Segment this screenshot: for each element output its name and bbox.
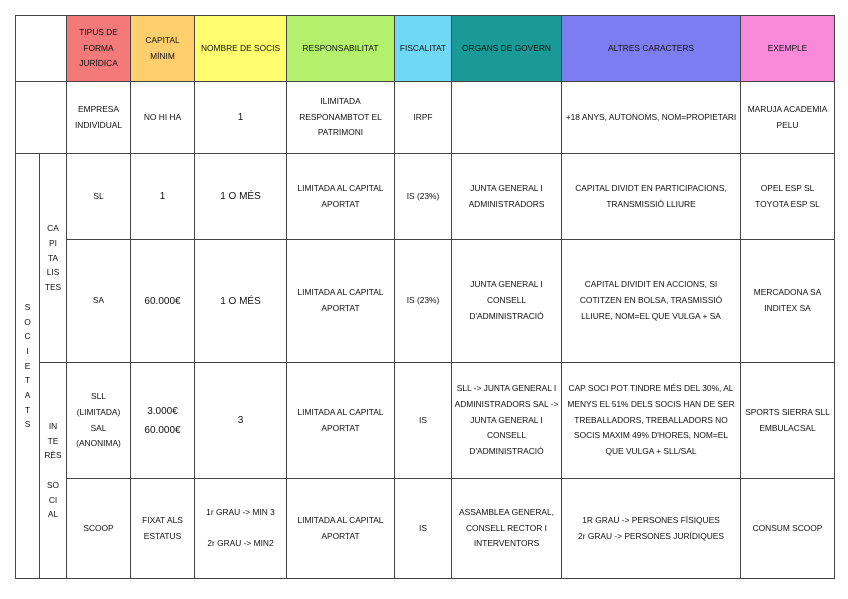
cell-socis: 1 O MÉS <box>195 154 287 240</box>
group-letter: S <box>24 301 31 312</box>
cell-responsabilitat: LIMITADA AL CAPITAL APORTAT <box>287 154 395 240</box>
group-syllable: LIS <box>46 267 60 278</box>
cell-responsabilitat: ILIMITADA RESPONAMBTOT EL PATRIMONI <box>287 82 395 154</box>
cell-responsabilitat: LIMITADA AL CAPITAL APORTAT <box>287 479 395 579</box>
cell-organs <box>452 82 562 154</box>
cell-altres: CAPITAL DIVIDT EN PARTICIPACIONS, TRANSMISSIÓ LLIURE <box>562 154 741 240</box>
group-letter: S <box>24 419 31 430</box>
cell-forma: SL <box>67 154 131 240</box>
group-syllable: IN <box>48 421 58 432</box>
cell-exemple: MERCADONA SA INDITEX SA <box>741 240 835 363</box>
group-syllable: CI <box>48 494 58 505</box>
cell-exemple: MARUJA ACADEMIA PELU <box>741 82 835 154</box>
cell-capital <box>131 363 195 479</box>
cell-exemple: SPORTS SIERRA SLL EMBULACSAL <box>741 363 835 479</box>
cell-altres: +18 ANYS, AUTONOMS, NOM=PROPIETARI <box>562 82 741 154</box>
group-syllable: TE <box>47 435 59 446</box>
group-syllable: TES <box>44 282 62 293</box>
cell-forma: SLL (LIMITADA) SAL (ANONIMA) <box>67 363 131 479</box>
group-societats <box>16 154 40 579</box>
cell-socis: 1 O MÉS <box>195 240 287 363</box>
group-letter: T <box>24 404 31 415</box>
group-syllable: CA <box>47 223 59 234</box>
cell-altres: CAPITAL DIVIDIT EN ACCIONS, SI COTITZEN EN BOLSA, TRASMISSIÓ LLIURE, NOM=EL QUE VULGA + SA <box>562 240 741 363</box>
cell-organs: JUNTA GENERAL I ADMINISTRADORS <box>452 154 562 240</box>
capital-sal: 60.000€ <box>144 424 181 436</box>
cell-organs: SLL -> JUNTA GENERAL I ADMINISTRADORS SAL -> JUNTA GENERAL I CONSELL D'ADMINISTRACIÓ <box>452 363 562 479</box>
cell-forma: SA <box>67 240 131 363</box>
cell-altres <box>562 479 741 579</box>
table-row <box>16 82 835 154</box>
table-row <box>16 154 835 240</box>
altres-primer-grau: 1R GRAU -> PERSONES FÍSIQUES <box>582 514 720 525</box>
table-row <box>16 479 835 579</box>
group-interes-social <box>40 363 67 579</box>
group-letter: T <box>24 375 31 386</box>
group-syllable: SO <box>46 479 60 490</box>
cell-altres: CAP SOCI POT TINDRE MÉS DEL 30%, AL MENYS EL 51% DELS SOCIS HAN DE SER TREBALLADORS, TREBALLADORS NO SOCIS MAXIM 49% D'HORES, NOM=EL QUE VULGA + SLL/SAL <box>562 363 741 479</box>
cell-fiscalitat: IS (23%) <box>395 240 452 363</box>
header-organs: ORGANS DE GOVERN <box>452 16 562 82</box>
cell-capital: 60.000€ <box>131 240 195 363</box>
cell-fiscalitat: IRPF <box>395 82 452 154</box>
cell-capital: NO HI HA <box>131 82 195 154</box>
cell-responsabilitat: LIMITADA AL CAPITAL APORTAT <box>287 240 395 363</box>
table-row <box>16 240 835 363</box>
cell-capital: 1 <box>131 154 195 240</box>
header-capital: CAPITAL MÍNIM <box>131 16 195 82</box>
cell-responsabilitat: LIMITADA AL CAPITAL APORTAT <box>287 363 395 479</box>
header-forma: TIPUS DE FORMA JURÍDICA <box>67 16 131 82</box>
group-letter: O <box>24 316 31 327</box>
socis-primer-grau: 1r GRAU -> MIN 3 <box>206 506 275 517</box>
cell-capital: FIXAT ALS ESTATUS <box>131 479 195 579</box>
cell-forma: EMPRESA INDIVIDUAL <box>67 82 131 154</box>
group-letter: E <box>24 360 31 371</box>
group-syllable: PI <box>49 237 57 248</box>
table-row <box>16 363 835 479</box>
altres-segon-grau: 2r GRAU -> PERSONES JURÍDIQUES <box>578 530 724 541</box>
header-fiscalitat: FISCALITAT <box>395 16 452 82</box>
group-capitalistes <box>40 154 67 363</box>
header-socis: NOMBRE DE SOCIS <box>195 16 287 82</box>
group-syllable: RÈS <box>44 450 62 461</box>
cell-fiscalitat: IS (23%) <box>395 154 452 240</box>
header-exemple: EXEMPLE <box>741 16 835 82</box>
group-letter: A <box>24 390 31 401</box>
cell-forma: SCOOP <box>67 479 131 579</box>
group-syllable: AL <box>47 509 59 520</box>
cell-socis <box>195 479 287 579</box>
cell-exemple: CONSUM SCOOP <box>741 479 835 579</box>
cell-organs: ASSAMBLEA GENERAL, CONSELL RECTOR I INTERVENTORS <box>452 479 562 579</box>
group-blank <box>16 82 67 154</box>
cell-socis: 1 <box>195 82 287 154</box>
cell-socis: 3 <box>195 363 287 479</box>
group-syllable: TA <box>47 252 59 263</box>
capital-sll: 3.000€ <box>147 405 178 417</box>
cell-fiscalitat: IS <box>395 479 452 579</box>
forms-table <box>15 15 835 579</box>
group-letter: C <box>24 331 31 342</box>
cell-organs: JUNTA GENERAL I CONSELL D'ADMINISTRACIÓ <box>452 240 562 363</box>
cell-fiscalitat: IS <box>395 363 452 479</box>
cell-exemple: OPEL ESP SL TOYOTA ESP SL <box>741 154 835 240</box>
header-altres: ALTRES CARACTERS <box>562 16 741 82</box>
socis-segon-grau: 2r GRAU -> MIN2 <box>207 538 274 549</box>
header-row <box>16 16 835 82</box>
header-corner <box>16 16 67 82</box>
header-responsabilitat: RESPONSABILITAT <box>287 16 395 82</box>
group-letter: I <box>26 345 29 356</box>
